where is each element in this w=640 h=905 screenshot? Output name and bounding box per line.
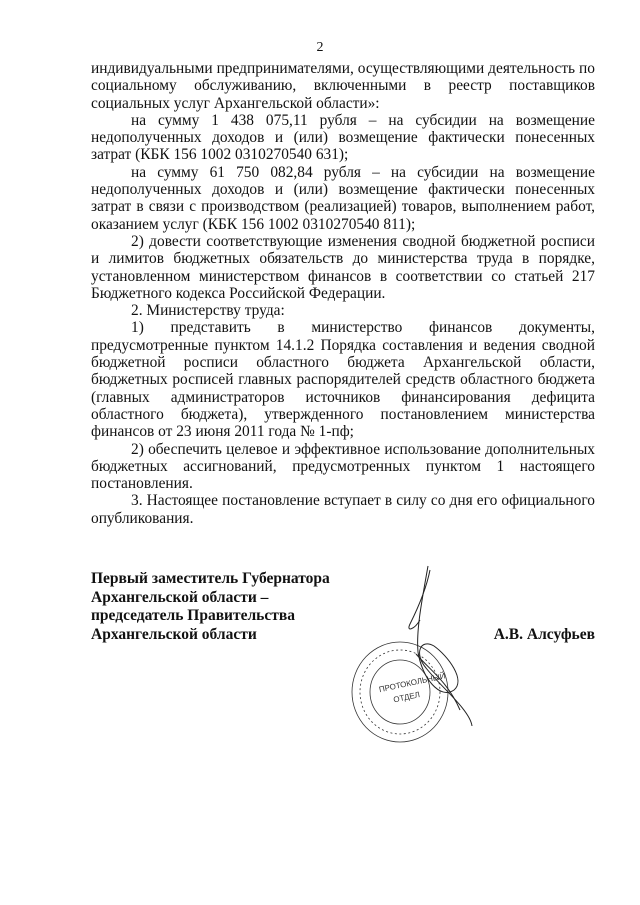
paragraph-section-2-item-2: 2) обеспечить целевое и эффективное использование дополнительных бюджетных ассигнований, предусмотренных пунктом 1 настоящего постановления. <box>91 440 595 493</box>
signer-title-line: председатель Правительства <box>91 607 295 625</box>
paragraph-amount-2: на сумму 61 750 082,84 рубля – на субсидии на возмещение недополученных доходов и (или) возмещение фактически понесенных затрат в связи с производством (реализацией) товаров, выполнением работ, оказанием услуг (КБК 156 1002 0310270540 811); <box>91 163 595 233</box>
svg-text:ПРОТОКОЛЬНЫЙ: ПРОТОКОЛЬНЫЙ <box>378 671 447 695</box>
signer-title-line: Первый заместитель Губернатора <box>91 570 330 587</box>
signer-title-block <box>91 570 411 644</box>
paragraph-continuation: индивидуальными предпринимателями, осуществляющими деятельность по социальному обслуживанию, включенными в реестр поставщиков социальных услуг Архангельской области»: <box>91 60 595 112</box>
document-body <box>91 60 595 527</box>
paragraph-section-2-item-1: 1) представить в министерство финансов документы, предусмотренные пунктом 14.1.2 Порядка составления и ведения сводной бюджетной росписи областного бюджета Архангельской области, бюджетных росписей главных распорядителей средств областного бюджета (главных администраторов источников финансирования дефицита областного бюджета), утвержденного постановлением министерства финансов от 23 июня 2011 года № 1-пф; <box>91 319 595 441</box>
svg-text:ОТДЕЛ: ОТДЕЛ <box>392 690 421 705</box>
page-number: 2 <box>316 40 324 55</box>
signer-title-line: Архангельской области <box>91 625 257 643</box>
paragraph-item-2: 2) довести соответствующие изменения сводной бюджетной росписи и лимитов бюджетных обязательств до министерства труда в порядке, установленном министерством финансов в соответствии со статьей 217 Бюджетного кодекса Российской Федерации. <box>91 232 595 302</box>
paragraph-section-3: 3. Настоящее постановление вступает в силу со дня его официального опубликования. <box>91 492 595 527</box>
signer-name: А.В. Алсуфьев <box>493 626 595 643</box>
paragraph-amount-1: на сумму 1 438 075,11 рубля – на субсидии на возмещение недополученных доходов и (или) возмещение фактически понесенных затрат (КБК 156 1002 0310270540 631); <box>91 111 595 164</box>
signer-title-line: Архангельской области – <box>91 588 269 606</box>
paragraph-section-2-heading: 2. Министерству труда: <box>131 302 285 320</box>
